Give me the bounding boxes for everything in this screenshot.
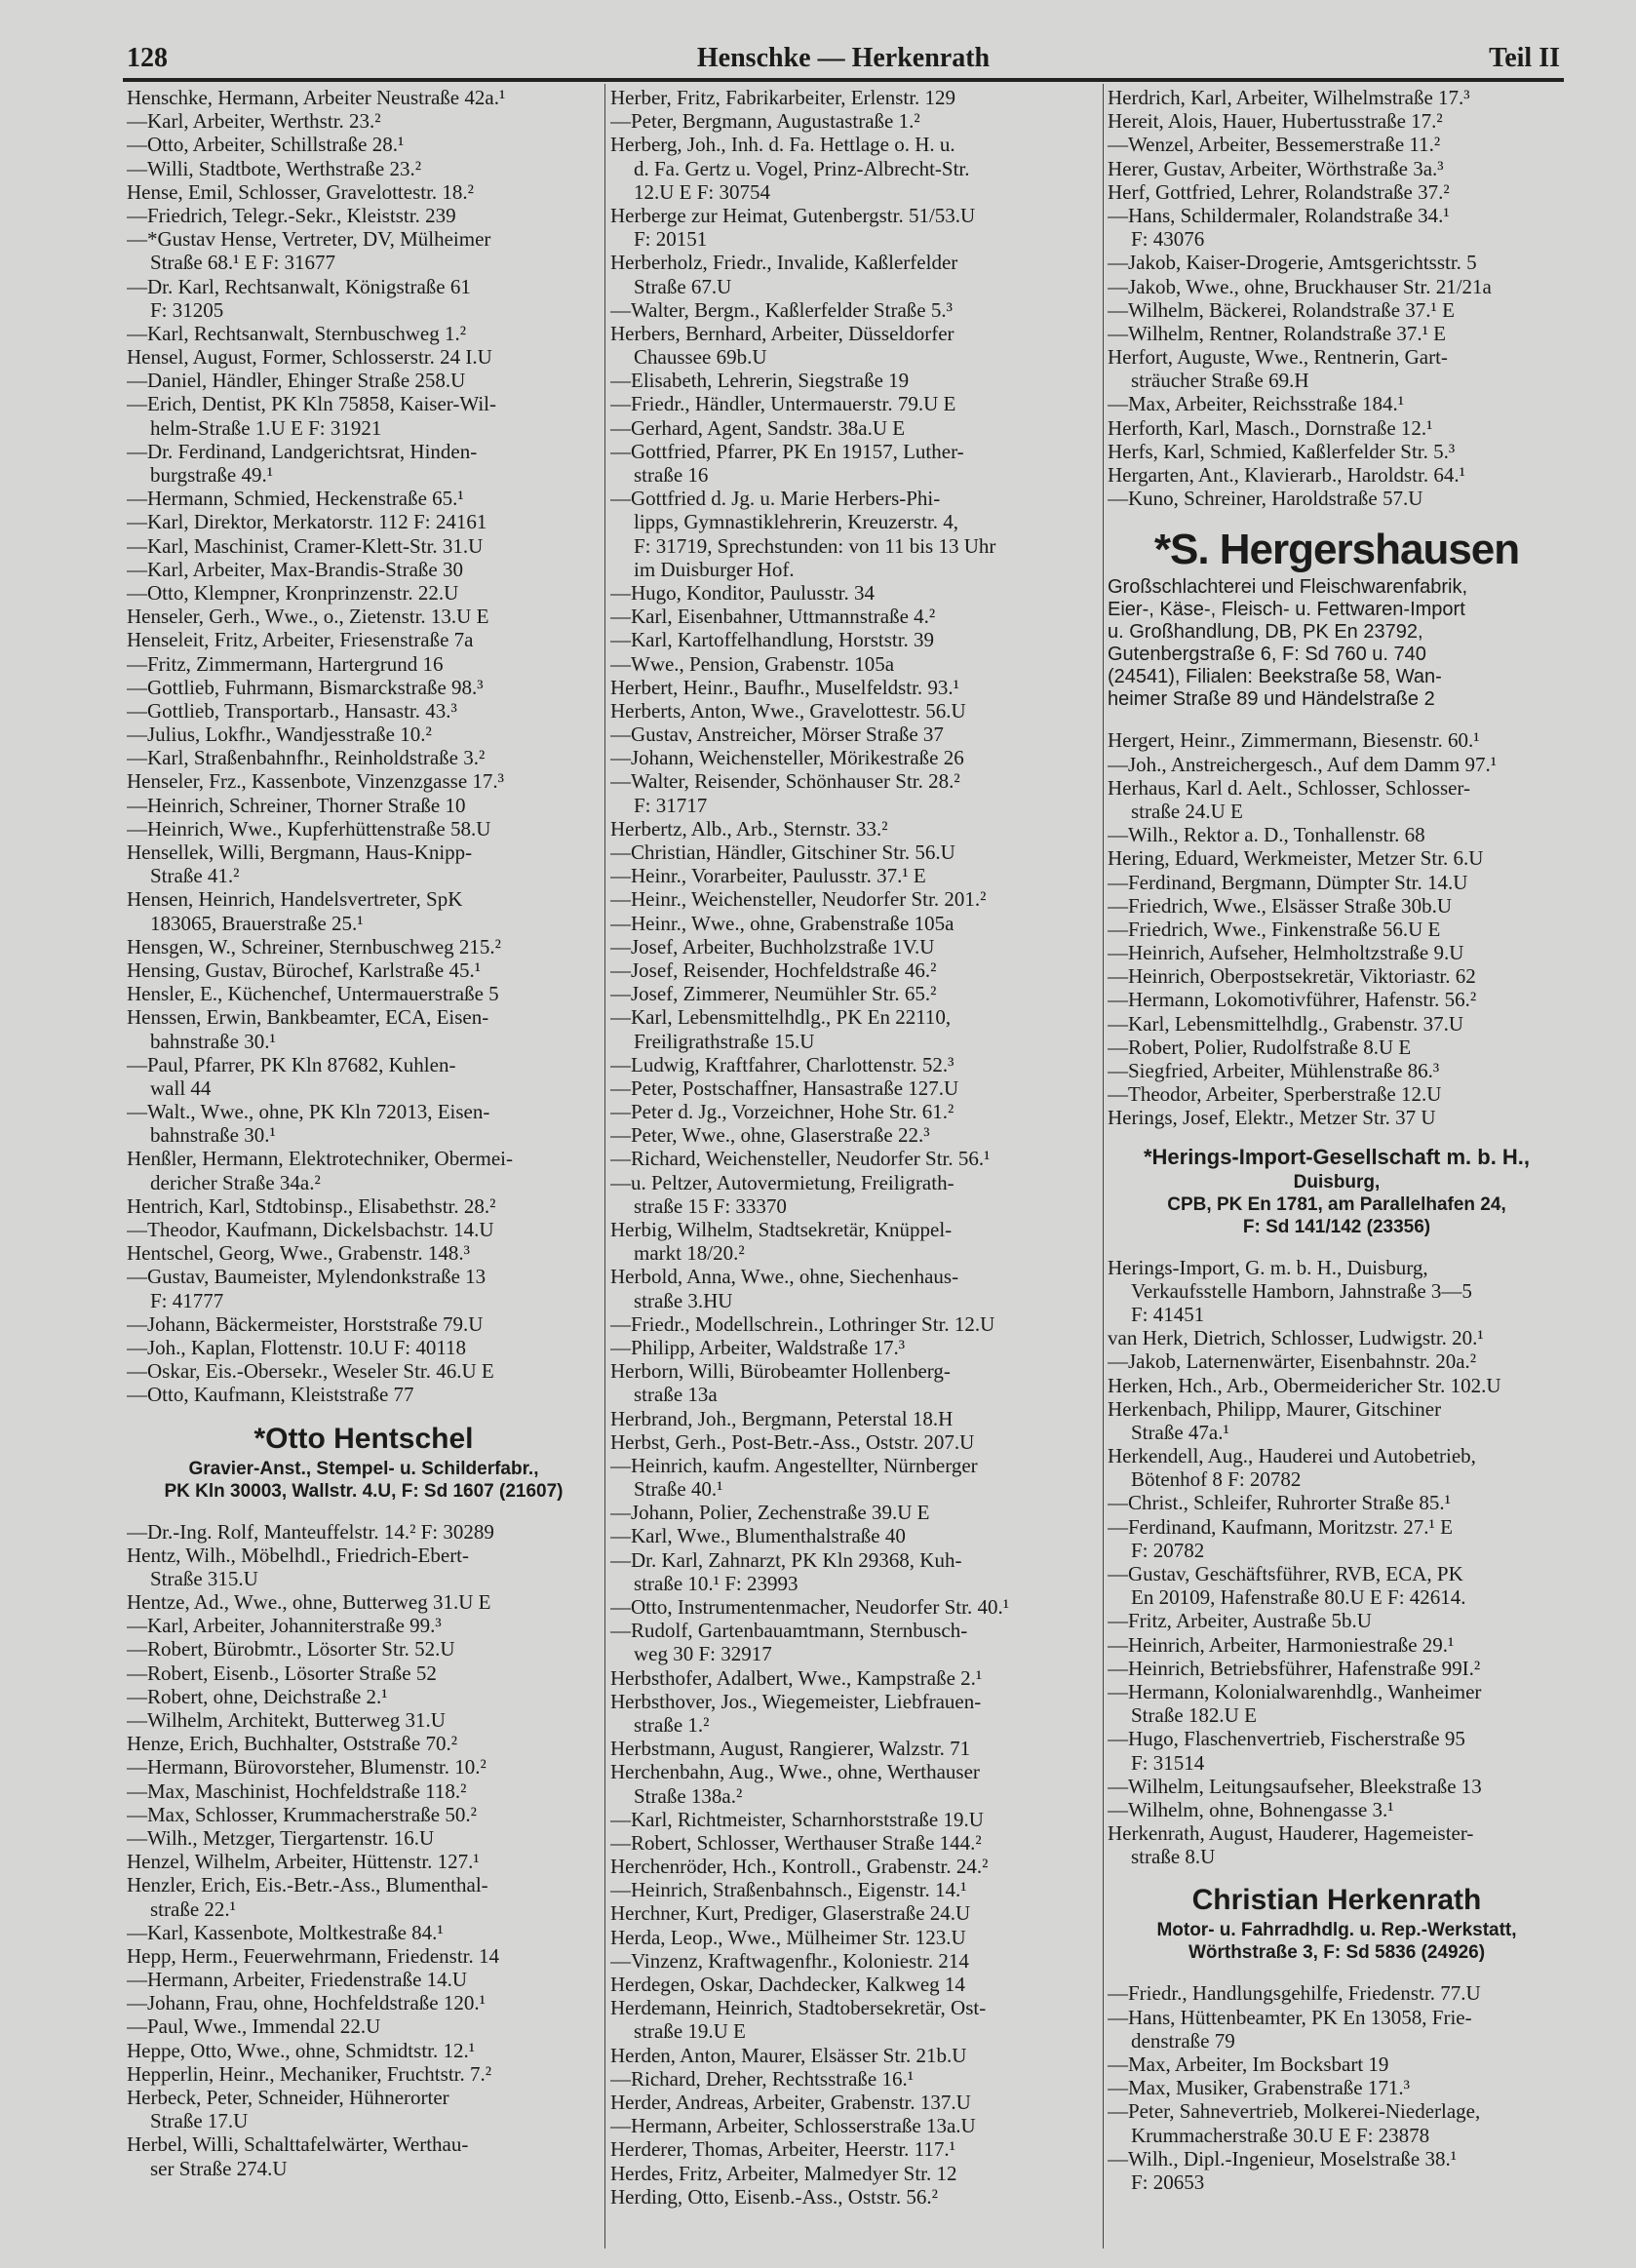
directory-entry: —Gottlieb, Transportarb., Hansastr. 43.³ xyxy=(127,698,457,723)
directory-entry: —Friedrich, Wwe., Finkenstraße 56.U E xyxy=(1108,917,1441,941)
directory-entry: Herhaus, Karl d. Aelt., Schlosser, Schlosser- xyxy=(1108,775,1471,800)
directory-entry-continuation: bahnstraße 30.¹ xyxy=(150,1029,276,1053)
directory-entry: —Theodor, Kaufmann, Dickelsbachstr. 14.U xyxy=(127,1218,494,1241)
directory-entry: Henßler, Hermann, Elektrotechniker, Obermei- xyxy=(127,1147,513,1171)
directory-entry: —Hermann, Schmied, Heckenstraße 65.¹ xyxy=(127,487,464,511)
directory-entry: —Robert, Eisenb., Lösorter Straße 52 xyxy=(127,1661,437,1685)
advertisement-title: *Otto Hentschel xyxy=(253,1422,474,1455)
page-header xyxy=(127,43,1560,76)
directory-entry: —Robert, Schlosser, Werthauser Straße 144.² xyxy=(610,1830,982,1855)
directory-entry: Herbeck, Peter, Schneider, Hühnerorter xyxy=(127,2086,449,2109)
directory-entry: Herberts, Anton, Wwe., Gravelottestr. 56.U xyxy=(610,698,966,723)
directory-entry: —Friedrich, Wwe., Elsässer Straße 30b.U xyxy=(1108,893,1453,918)
directory-entry-continuation: straße 10.¹ F: 23993 xyxy=(634,1571,799,1595)
directory-entry: —Peter d. Jg., Vorzeichner, Hohe Str. 61.² xyxy=(610,1100,954,1124)
directory-entry: —Heinrich, Schreiner, Thorner Straße 10 xyxy=(127,793,466,817)
directory-entry: —*Gustav Hense, Vertreter, DV, Mülheimer xyxy=(127,227,491,252)
directory-entry: —Friedr., Handlungsgehilfe, Friedenstr. 77.U xyxy=(1108,1981,1481,2006)
directory-entry: —Karl, Direktor, Merkatorstr. 112 F: 24161 xyxy=(127,510,487,534)
directory-entry: —Wilhelm, Rentner, Rolandstraße 37.¹ E xyxy=(1108,321,1446,345)
directory-entry: Heppe, Otto, Wwe., ohne, Schmidtstr. 12.¹ xyxy=(127,2038,476,2062)
directory-entry: —Karl, Lebensmittelhdlg., Grabenstr. 37.U xyxy=(1108,1011,1464,1036)
directory-entry: Herings-Import, G. m. b. H., Duisburg, xyxy=(1108,1255,1428,1279)
advertisement-line: Gravier-Anst., Stempel- u. Schilderfabr., xyxy=(188,1458,539,1479)
directory-entry: Hensgen, W., Schreiner, Sternbuschweg 215.² xyxy=(127,934,501,958)
directory-entry: Henze, Erich, Buchhalter, Oststraße 70.² xyxy=(127,1732,458,1756)
directory-entry: —Erich, Dentist, PK Kln 75858, Kaiser-Wil- xyxy=(127,392,497,416)
directory-entry: —Paul, Wwe., Immendal 22.U xyxy=(127,2014,381,2039)
directory-entry: Hentschel, Georg, Wwe., Grabenstr. 148.³ xyxy=(127,1241,470,1266)
advertisement-title: *Herings-Import-Gesellschaft m. b. H., xyxy=(1143,1144,1531,1169)
advertisement-line: F: Sd 141/142 (23356) xyxy=(1242,1216,1431,1237)
directory-entry: —Johann, Weichensteller, Mörikestraße 26 xyxy=(610,746,964,770)
directory-entry: —Karl, Straßenbahnfhr., Reinholdstraße 3.² xyxy=(127,746,486,770)
directory-entry: Herdemann, Heinrich, Stadtobersekretär, Ost- xyxy=(610,1996,987,2020)
directory-entry: —Willi, Stadtbote, Werthstraße 23.² xyxy=(127,156,421,180)
directory-entry-continuation: straße 16 xyxy=(634,463,709,487)
directory-entry: —Wilhelm, ohne, Bohnengasse 3.¹ xyxy=(1108,1797,1394,1821)
advertisement xyxy=(1108,524,1566,711)
directory-entry: —Heinrich, kaufm. Angestellter, Nürnberger xyxy=(610,1453,978,1477)
part-label: Teil II xyxy=(1489,43,1560,73)
directory-entry-continuation: Straße 182.U E xyxy=(1131,1703,1257,1728)
directory-entry: Herberg, Joh., Inh. d. Fa. Hettlage o. H. u. xyxy=(610,133,955,157)
directory-entry: —Peter, Postschaffner, Hansastraße 127.U xyxy=(610,1075,959,1100)
advertisement-title: Christian Herkenrath xyxy=(1191,1884,1482,1917)
directory-entry: Herding, Otto, Eisenb.-Ass., Oststr. 56.² xyxy=(610,2184,938,2209)
directory-entry: Herer, Gustav, Arbeiter, Wörthstraße 3a.³ xyxy=(1108,156,1444,180)
advertisement xyxy=(1108,1882,1566,1964)
directory-entry: Hergarten, Ant., Klavierarb., Haroldstr. 64.¹ xyxy=(1108,463,1465,487)
directory-entry: —Heinr., Wwe., ohne, Grabenstraße 105a xyxy=(610,911,954,935)
advertisement-line: Eier-, Käse-, Fleisch- u. Fettwaren-Import xyxy=(1108,599,1465,621)
directory-entry: Herbsthover, Jos., Wiegemeister, Liebfrauen- xyxy=(610,1689,982,1713)
directory-entry-continuation: straße 1.² xyxy=(634,1712,710,1737)
page-number: 128 xyxy=(127,43,168,73)
directory-entry: —Hermann, Lokomotivführer, Hafenstr. 56.² xyxy=(1108,988,1477,1012)
directory-entry: —Wenzel, Arbeiter, Bessemerstraße 11.² xyxy=(1108,133,1441,157)
directory-entry-continuation: ser Straße 274.U xyxy=(150,2156,288,2180)
directory-entry: —Wilh., Metzger, Tiergartenstr. 16.U xyxy=(127,1825,435,1850)
directory-entry: Herforth, Karl, Masch., Dornstraße 12.¹ xyxy=(1108,415,1433,440)
directory-entry: —Philipp, Arbeiter, Waldstraße 17.³ xyxy=(610,1335,905,1359)
directory-entry: Hereit, Alois, Hauer, Hubertusstraße 17.² xyxy=(1108,109,1443,134)
directory-entry: —Peter, Sahnevertrieb, Molkerei-Niederlage, xyxy=(1108,2099,1481,2124)
directory-entry: —Gottfried d. Jg. u. Marie Herbers-Phi- xyxy=(610,487,941,511)
directory-entry: —Richard, Weichensteller, Neudorfer Str. 56.¹ xyxy=(610,1147,991,1171)
directory-entry: —Christ., Schleifer, Ruhrorter Straße 85.¹ xyxy=(1108,1491,1451,1515)
directory-entry: Herborn, Willi, Bürobeamter Hollenberg- xyxy=(610,1359,951,1384)
directory-entry: Herbold, Anna, Wwe., ohne, Siechenhaus- xyxy=(610,1265,959,1289)
directory-entry: —Heinrich, Oberpostsekretär, Viktoriastr. 62 xyxy=(1108,964,1476,989)
directory-entry: —Heinrich, Aufseher, Helmholtzstraße 9.U xyxy=(1108,941,1464,965)
directory-entry: —Joh., Anstreichergesch., Auf dem Damm 97.¹ xyxy=(1108,752,1498,776)
directory-entry-continuation: weg 30 F: 32917 xyxy=(634,1642,772,1666)
directory-entry-continuation: sträucher Straße 69.H xyxy=(1131,369,1309,393)
directory-entry: —Karl, Arbeiter, Max-Brandis-Straße 30 xyxy=(127,557,463,581)
directory-entry: —Wwe., Pension, Grabenstr. 105a xyxy=(610,651,895,676)
column-divider xyxy=(604,84,605,2248)
directory-entry: Henseler, Frz., Kassenbote, Vinzenzgasse 17.³ xyxy=(127,769,504,794)
directory-entry: —Max, Schlosser, Krummacherstraße 50.² xyxy=(127,1802,477,1826)
directory-entry-continuation: Freiligrathstraße 15.U xyxy=(634,1029,815,1053)
directory-entry: —Heinr., Vorarbeiter, Paulusstr. 37.¹ E xyxy=(610,864,926,888)
directory-entry: —Julius, Lokfhr., Wandjesstraße 10.² xyxy=(127,723,432,747)
directory-entry: —Max, Musiker, Grabenstraße 171.³ xyxy=(1108,2076,1410,2100)
directory-entry: —u. Peltzer, Autovermietung, Freiligrath- xyxy=(610,1170,954,1194)
directory-entry: Herbert, Heinr., Baufhr., Muselfeldstr. 93.¹ xyxy=(610,675,959,699)
directory-entry: —Rudolf, Gartenbauamtmann, Sternbusch- xyxy=(610,1619,968,1643)
directory-entry: —Hugo, Konditor, Paulusstr. 34 xyxy=(610,580,876,605)
advertisement-line: Duisburg, xyxy=(1293,1171,1381,1193)
directory-entry: —Heinrich, Betriebsführer, Hafenstraße 99I.² xyxy=(1108,1656,1481,1680)
directory-entry: —Friedr., Händler, Untermauerstr. 79.U E xyxy=(610,392,956,416)
directory-entry: —Karl, Kassenbote, Moltkestraße 84.¹ xyxy=(127,1920,444,1944)
directory-entry: Henschke, Hermann, Arbeiter Neustraße 42a.¹ xyxy=(127,86,506,109)
advertisement-line: Motor- u. Fahrradhdlg. u. Rep.-Werkstatt, xyxy=(1156,1920,1517,1941)
advertisement xyxy=(127,1421,601,1503)
advertisement-title: *S. Hergershausen xyxy=(1153,526,1520,574)
directory-entry: —Hermann, Arbeiter, Schlosserstraße 13a.U xyxy=(610,2114,976,2138)
directory-entry: Hentz, Wilh., Möbelhdl., Friedrich-Ebert- xyxy=(127,1543,470,1567)
directory-entry-continuation: burgstraße 49.¹ xyxy=(150,463,274,487)
directory-entry: —Kuno, Schreiner, Haroldstraße 57.U xyxy=(1108,487,1423,511)
directory-entry: —Walter, Bergm., Kaßlerfelder Straße 5.³ xyxy=(610,297,953,322)
directory-entry: Hensellek, Willi, Bergmann, Haus-Knipp- xyxy=(127,841,473,864)
directory-entry: —Peter, Bergmann, Augustastraße 1.² xyxy=(610,109,920,134)
directory-entry: —Walt., Wwe., ohne, PK Kln 72013, Eisen- xyxy=(127,1100,490,1124)
directory-entry: —Robert, Polier, Rudolfstraße 8.U E xyxy=(1108,1035,1412,1059)
directory-entry: —Gottlieb, Fuhrmann, Bismarckstraße 98.³ xyxy=(127,675,484,699)
directory-entry: —Friedr., Modellschrein., Lothringer Str. 12.U xyxy=(610,1311,995,1336)
directory-entry-continuation: Straße 17.U xyxy=(150,2109,249,2133)
directory-entry: —Hans, Hüttenbeamter, PK En 13058, Frie- xyxy=(1108,2005,1472,2029)
directory-entry: Hepperlin, Heinr., Mechaniker, Fruchtstr. 7.² xyxy=(127,2061,492,2086)
directory-entry-continuation: Straße 68.¹ E F: 31677 xyxy=(150,251,336,275)
page-title: Henschke — Herkenrath xyxy=(696,43,991,73)
directory-entry: —Wilhelm, Bäckerei, Rolandstraße 37.¹ E xyxy=(1108,297,1455,322)
advertisement-line: heimer Straße 89 und Händelstraße 2 xyxy=(1108,688,1435,711)
directory-entry: —Max, Maschinist, Hochfeldstraße 118.² xyxy=(127,1779,467,1803)
directory-entry: —Josef, Zimmerer, Neumühler Str. 65.² xyxy=(610,982,937,1006)
directory-entry-continuation: Straße 315.U xyxy=(150,1566,258,1590)
directory-entry-continuation: F: 20151 xyxy=(634,227,708,252)
directory-entry: —Hans, Schildermaler, Rolandstraße 34.¹ xyxy=(1108,203,1450,227)
directory-entry: —Otto, Klempner, Kronprinzenstr. 22.U xyxy=(127,580,459,605)
directory-entry: —Karl, Rechtsanwalt, Sternbuschweg 1.² xyxy=(127,321,467,345)
column-divider xyxy=(1103,84,1104,2248)
directory-entry-continuation: Straße 47a.¹ xyxy=(1131,1420,1229,1444)
directory-entry: Herbig, Wilhelm, Stadtsekretär, Knüppel- xyxy=(610,1218,953,1241)
directory-entry: Hensen, Heinrich, Handelsvertreter, SpK xyxy=(127,887,463,912)
directory-entry: Herden, Anton, Maurer, Elsässer Str. 21b.U xyxy=(610,2043,967,2067)
directory-entry: —Gustav, Geschäftsführer, RVB, ECA, PK xyxy=(1108,1562,1463,1585)
directory-entry-continuation: dericher Straße 34a.² xyxy=(150,1170,321,1194)
directory-entry: —Gustav, Anstreicher, Mörser Straße 37 xyxy=(610,723,944,747)
directory-entry: —Friedrich, Telegr.-Sekr., Kleiststr. 239 xyxy=(127,203,456,227)
directory-entry: Herfort, Auguste, Wwe., Rentnerin, Gart- xyxy=(1108,345,1448,370)
directory-entry: —Wilhelm, Leitungsaufseher, Bleekstraße 13 xyxy=(1108,1774,1482,1798)
directory-entry: —Max, Arbeiter, Im Bocksbart 19 xyxy=(1108,2053,1389,2076)
directory-entry: —Gustav, Baumeister, Mylendonkstraße 13 xyxy=(127,1265,487,1289)
directory-entry: —Heinrich, Wwe., Kupferhüttenstraße 58.U xyxy=(127,816,491,841)
directory-entry-continuation: im Duisburger Hof. xyxy=(634,557,795,581)
directory-entry: —Hermann, Bürovorsteher, Blumenstr. 10.² xyxy=(127,1755,487,1779)
directory-entry: —Jakob, Wwe., ohne, Bruckhauser Str. 21/21a xyxy=(1108,274,1492,298)
directory-entry-continuation: Bötenhof 8 F: 20782 xyxy=(1131,1467,1302,1492)
directory-entry: —Johann, Polier, Zechenstraße 39.U E xyxy=(610,1501,930,1525)
directory-entry-continuation: Straße 40.¹ xyxy=(634,1477,723,1502)
directory-entry: Herkendell, Aug., Hauderei und Autobetrieb, xyxy=(1108,1444,1476,1468)
directory-entry: —Elisabeth, Lehrerin, Siegstraße 19 xyxy=(610,369,910,393)
directory-entry: —Johann, Frau, ohne, Hochfeldstraße 120.¹ xyxy=(127,1991,486,2015)
directory-entry: Herder, Andreas, Arbeiter, Grabenstr. 137.U xyxy=(610,2090,971,2114)
directory-entry: —Siegfried, Arbeiter, Mühlenstraße 86.³ xyxy=(1108,1059,1440,1082)
advertisement xyxy=(1108,1144,1566,1238)
directory-entry: Herken, Hch., Arb., Obermeidericher Str. 102.U xyxy=(1108,1373,1501,1397)
directory-entry-continuation: straße 22.¹ xyxy=(150,1897,236,1921)
directory-entry: Herberholz, Friedr., Invalide, Kaßlerfelder xyxy=(610,251,958,275)
directory-entry: Herchenröder, Hch., Kontroll., Grabenstr. 24.² xyxy=(610,1855,989,1879)
directory-entry-continuation: F: 41777 xyxy=(150,1288,224,1312)
directory-entry: Henseler, Gerh., Wwe., o., Zietenstr. 13.U E xyxy=(127,605,489,629)
directory-entry: —Hermann, Arbeiter, Friedenstraße 14.U xyxy=(127,1968,468,1992)
directory-entry: Herdes, Fritz, Arbeiter, Malmedyer Str. 12 xyxy=(610,2161,957,2185)
directory-entry-continuation: Krummacherstraße 30.U E F: 23878 xyxy=(1131,2123,1430,2147)
directory-entry: Herdrich, Karl, Arbeiter, Wilhelmstraße 17.³ xyxy=(1108,86,1470,109)
directory-entry-continuation: straße 15 F: 33370 xyxy=(634,1193,787,1218)
directory-entry: —Daniel, Händler, Ehinger Straße 258.U xyxy=(127,369,466,393)
directory-entry: Hepp, Herm., Feuerwehrmann, Friedenstr. 14 xyxy=(127,1943,499,1968)
directory-entry: —Richard, Dreher, Rechtsstraße 16.¹ xyxy=(610,2066,915,2091)
directory-entry: —Dr. Ferdinand, Landgerichtsrat, Hinden- xyxy=(127,439,478,463)
directory-entry: Henseleit, Fritz, Arbeiter, Friesenstraße 7a xyxy=(127,628,474,652)
directory-entry: —Fritz, Zimmermann, Hartergrund 16 xyxy=(127,651,444,676)
directory-entry: —Ferdinand, Bergmann, Dümpter Str. 14.U xyxy=(1108,870,1468,894)
directory-column-3 xyxy=(1108,86,1566,2194)
directory-entry: —Robert, ohne, Deichstraße 2.¹ xyxy=(127,1684,388,1708)
directory-entry: Henzel, Wilhelm, Arbeiter, Hüttenstr. 127.¹ xyxy=(127,1850,480,1874)
directory-entry-continuation: F: 31719, Sprechstunden: von 11 bis 13 Uhr xyxy=(634,533,996,558)
directory-entry-continuation: Chaussee 69b.U xyxy=(634,345,767,370)
directory-entry-continuation: Straße 41.² xyxy=(150,864,240,888)
directory-entry-continuation: lipps, Gymnastiklehrerin, Kreuzerstr. 4, xyxy=(634,510,959,534)
directory-entry: Herkenbach, Philipp, Maurer, Gitschiner xyxy=(1108,1396,1442,1421)
directory-entry: Herchner, Kurt, Prediger, Glaserstraße 24.U xyxy=(610,1901,971,1926)
directory-entry-continuation: F: 43076 xyxy=(1131,227,1205,252)
advertisement-line: u. Großhandlung, DB, PK En 23792, xyxy=(1108,621,1423,644)
directory-entry: Herbrand, Joh., Bergmann, Peterstal 18.H xyxy=(610,1406,954,1430)
directory-entry: Hense, Emil, Schlosser, Gravelottestr. 18.² xyxy=(127,179,474,204)
directory-entry: —Oskar, Eis.-Obersekr., Weseler Str. 46.U E xyxy=(127,1359,494,1384)
directory-entry: —Wilhelm, Architekt, Butterweg 31.U xyxy=(127,1708,446,1732)
directory-entry: Herbertz, Alb., Arb., Sternstr. 33.² xyxy=(610,816,888,841)
directory-entry: —Ludwig, Kraftfahrer, Charlottenstr. 52.³ xyxy=(610,1052,954,1076)
directory-column-1 xyxy=(127,86,601,2180)
directory-entry: —Dr. Karl, Zahnarzt, PK Kln 29368, Kuh- xyxy=(610,1547,962,1572)
directory-entry-continuation: straße 13a xyxy=(634,1383,718,1407)
directory-entry: —Heinrich, Straßenbahnsch., Eigenstr. 14.¹ xyxy=(610,1878,967,1902)
directory-entry-continuation: 183065, Brauerstraße 25.¹ xyxy=(150,911,364,935)
directory-entry: Herdegen, Oskar, Dachdecker, Kalkweg 14 xyxy=(610,1973,965,1996)
directory-entry: —Karl, Lebensmittelhdlg., PK En 22110, xyxy=(610,1005,952,1030)
directory-entry: —Otto, Kaufmann, Kleiststraße 77 xyxy=(127,1383,414,1407)
directory-entry-continuation: F: 41451 xyxy=(1131,1302,1205,1326)
directory-entry: Henzler, Erich, Eis.-Betr.-Ass., Blumenthal- xyxy=(127,1873,488,1897)
directory-entry: —Paul, Pfarrer, PK Kln 87682, Kuhlen- xyxy=(127,1052,456,1076)
directory-entry-continuation: bahnstraße 30.¹ xyxy=(150,1123,276,1148)
directory-entry: Hensler, E., Küchenchef, Untermauerstraße 5 xyxy=(127,982,499,1006)
directory-entry: —Hermann, Kolonialwarenhdlg., Wanheimer xyxy=(1108,1679,1482,1703)
directory-entry-continuation: Straße 67.U xyxy=(634,274,732,298)
directory-entry-continuation: d. Fa. Gertz u. Vogel, Prinz-Albrecht-Str. xyxy=(634,156,970,180)
directory-entry: Herderer, Thomas, Arbeiter, Heerstr. 117.¹ xyxy=(610,2137,955,2162)
directory-entry: —Karl, Richtmeister, Scharnhorststraße 19.U xyxy=(610,1807,984,1831)
directory-entry: Henssen, Erwin, Bankbeamter, ECA, Eisen- xyxy=(127,1005,489,1030)
directory-entry: Hensing, Gustav, Bürochef, Karlstraße 45.¹ xyxy=(127,958,482,982)
directory-entry: —Christian, Händler, Gitschiner Str. 56.U xyxy=(610,841,955,864)
directory-entry: Herbst, Gerh., Post-Betr.-Ass., Oststr. 207.U xyxy=(610,1429,975,1454)
directory-entry-continuation: straße 19.U E xyxy=(634,2019,746,2044)
directory-entry: Hentrich, Karl, Stdtobinsp., Elisabethstr. 28.² xyxy=(127,1193,496,1218)
directory-entry: —Karl, Kartoffelhandlung, Horststr. 39 xyxy=(610,628,935,652)
directory-entry-continuation: F: 31514 xyxy=(1131,1750,1205,1775)
directory-entry: —Karl, Wwe., Blumenthalstraße 40 xyxy=(610,1524,906,1548)
directory-entry-continuation: straße 8.U xyxy=(1131,1845,1216,1869)
directory-entry: Herbers, Bernhard, Arbeiter, Düsseldorfer xyxy=(610,321,954,345)
directory-entry: —Jakob, Kaiser-Drogerie, Amtsgerichtsstr. 5 xyxy=(1108,251,1477,275)
directory-entry: van Herk, Dietrich, Schlosser, Ludwigstr. 20.¹ xyxy=(1108,1326,1484,1350)
directory-entry: Herkenrath, August, Hauderer, Hagemeister- xyxy=(1108,1821,1474,1846)
directory-entry: —Vinzenz, Kraftwagenfhr., Koloniestr. 214 xyxy=(610,1948,969,1973)
directory-entry: —Josef, Arbeiter, Buchholzstraße 1V.U xyxy=(610,934,935,958)
directory-entry-continuation: Verkaufsstelle Hamborn, Jahnstraße 3—5 xyxy=(1131,1278,1472,1303)
directory-entry: Hensel, August, Former, Schlosserstr. 24 I.U xyxy=(127,345,492,370)
advertisement-line: Wörthstraße 3, F: Sd 5836 (24926) xyxy=(1188,1942,1486,1964)
directory-entry: Hentze, Ad., Wwe., ohne, Butterweg 31.U E xyxy=(127,1590,491,1615)
directory-entry-continuation: wall 44 xyxy=(150,1075,212,1100)
directory-entry: Herberge zur Heimat, Gutenbergstr. 51/53.U xyxy=(610,203,976,227)
directory-entry: —Joh., Kaplan, Flottenstr. 10.U F: 40118 xyxy=(127,1335,467,1359)
directory-entry: —Wilh., Dipl.-Ingenieur, Moselstraße 38.¹ xyxy=(1108,2146,1458,2170)
directory-entry: —Heinrich, Arbeiter, Harmoniestraße 29.¹ xyxy=(1108,1632,1455,1657)
directory-entry: Herf, Gottfried, Lehrer, Rolandstraße 37.² xyxy=(1108,179,1450,204)
directory-entry: —Walter, Reisender, Schönhauser Str. 28.² xyxy=(610,769,960,794)
advertisement-line: Großschlachterei und Fleischwarenfabrik, xyxy=(1108,576,1468,599)
directory-entry: Herbel, Willi, Schalttafelwärter, Werthau- xyxy=(127,2132,469,2157)
directory-entry: —Jakob, Laternenwärter, Eisenbahnstr. 20a.² xyxy=(1108,1349,1477,1374)
directory-entry-continuation: F: 31717 xyxy=(634,793,708,817)
directory-entry-continuation: 12.U E F: 30754 xyxy=(634,179,771,204)
directory-entry: —Josef, Reisender, Hochfeldstraße 46.² xyxy=(610,958,937,982)
directory-entry: —Max, Arbeiter, Reichsstraße 184.¹ xyxy=(1108,392,1405,416)
directory-entry: —Otto, Arbeiter, Schillstraße 28.¹ xyxy=(127,133,405,157)
directory-entry: Herda, Leop., Wwe., Mülheimer Str. 123.U xyxy=(610,1925,966,1949)
directory-entry-continuation: En 20109, Hafenstraße 80.U E F: 42614. xyxy=(1131,1585,1466,1610)
directory-entry: —Wilh., Rektor a. D., Tonhallenstr. 68 xyxy=(1108,823,1425,847)
directory-entry: —Dr.-Ing. Rolf, Manteuffelstr. 14.² F: 30289 xyxy=(127,1519,494,1544)
directory-entry: Herfs, Karl, Schmied, Kaßlerfelder Str. 5.³ xyxy=(1108,439,1456,463)
directory-entry: —Gottfried, Pfarrer, PK En 19157, Luther- xyxy=(610,439,964,463)
directory-entry: —Peter, Wwe., ohne, Glaserstraße 22.³ xyxy=(610,1123,930,1148)
directory-entry: Hering, Eduard, Werkmeister, Metzer Str. 6.U xyxy=(1108,846,1484,871)
directory-entry: Herber, Fritz, Fabrikarbeiter, Erlenstr. 129 xyxy=(610,86,956,109)
directory-entry: —Karl, Eisenbahner, Uttmannstraße 4.² xyxy=(610,605,936,629)
directory-entry: —Dr. Karl, Rechtsanwalt, Königstraße 61 xyxy=(127,274,471,298)
directory-entry: Herchenbahn, Aug., Wwe., ohne, Werthauser xyxy=(610,1760,980,1784)
directory-column-2 xyxy=(610,86,1098,2209)
header-rule xyxy=(123,78,1564,82)
directory-entry: Hergert, Heinr., Zimmermann, Biesenstr. 60.¹ xyxy=(1108,728,1480,753)
directory-entry: —Johann, Bäckermeister, Horststraße 79.U xyxy=(127,1311,484,1336)
directory-entry: —Robert, Bürobmtr., Lösorter Str. 52.U xyxy=(127,1637,455,1662)
directory-entry: —Ferdinand, Kaufmann, Moritzstr. 27.¹ E xyxy=(1108,1514,1453,1539)
directory-entry: —Gerhard, Agent, Sandstr. 38a.U E xyxy=(610,415,906,440)
directory-entry: Herings, Josef, Elektr., Metzer Str. 37 U xyxy=(1108,1106,1436,1130)
directory-entry: Herbstmann, August, Rangierer, Walzstr. 71 xyxy=(610,1737,971,1761)
advertisement-line: (24541), Filialen: Beekstraße 58, Wan- xyxy=(1108,666,1442,688)
directory-entry: —Karl, Arbeiter, Johanniterstraße 99.³ xyxy=(127,1614,442,1638)
directory-entry: —Theodor, Arbeiter, Sperberstraße 12.U xyxy=(1108,1082,1442,1107)
directory-entry-continuation: straße 3.HU xyxy=(634,1288,733,1312)
directory-entry: —Otto, Instrumentenmacher, Neudorfer Str. 40.¹ xyxy=(610,1595,1010,1619)
directory-entry-continuation: F: 20782 xyxy=(1131,1538,1205,1562)
directory-entry: —Hugo, Flaschenvertrieb, Fischerstraße 95 xyxy=(1108,1727,1465,1751)
advertisement-line: CPB, PK En 1781, am Parallelhafen 24, xyxy=(1167,1193,1506,1215)
advertisement-line: PK Kln 30003, Wallstr. 4.U, F: Sd 1607 (21607) xyxy=(164,1480,564,1502)
directory-entry: —Heinr., Weichensteller, Neudorfer Str. 201.² xyxy=(610,887,987,912)
directory-entry-continuation: F: 20653 xyxy=(1131,2170,1205,2194)
directory-entry-continuation: denstraße 79 xyxy=(1131,2028,1235,2053)
directory-entry-continuation: straße 24.U E xyxy=(1131,799,1243,823)
advertisement-line: Gutenbergstraße 6, F: Sd 760 u. 740 xyxy=(1108,644,1426,666)
directory-entry: Herbsthofer, Adalbert, Wwe., Kampstraße 2.¹ xyxy=(610,1665,983,1690)
directory-entry-continuation: Straße 138a.² xyxy=(634,1783,743,1808)
directory-entry-continuation: helm-Straße 1.U E F: 31921 xyxy=(150,415,382,440)
directory-entry: —Fritz, Arbeiter, Austraße 5b.U xyxy=(1108,1609,1372,1633)
directory-entry: —Karl, Arbeiter, Werthstr. 23.² xyxy=(127,109,381,134)
directory-entry-continuation: markt 18/20.² xyxy=(634,1241,745,1266)
directory-entry-continuation: F: 31205 xyxy=(150,297,224,322)
directory-entry: —Karl, Maschinist, Cramer-Klett-Str. 31.U xyxy=(127,533,484,558)
